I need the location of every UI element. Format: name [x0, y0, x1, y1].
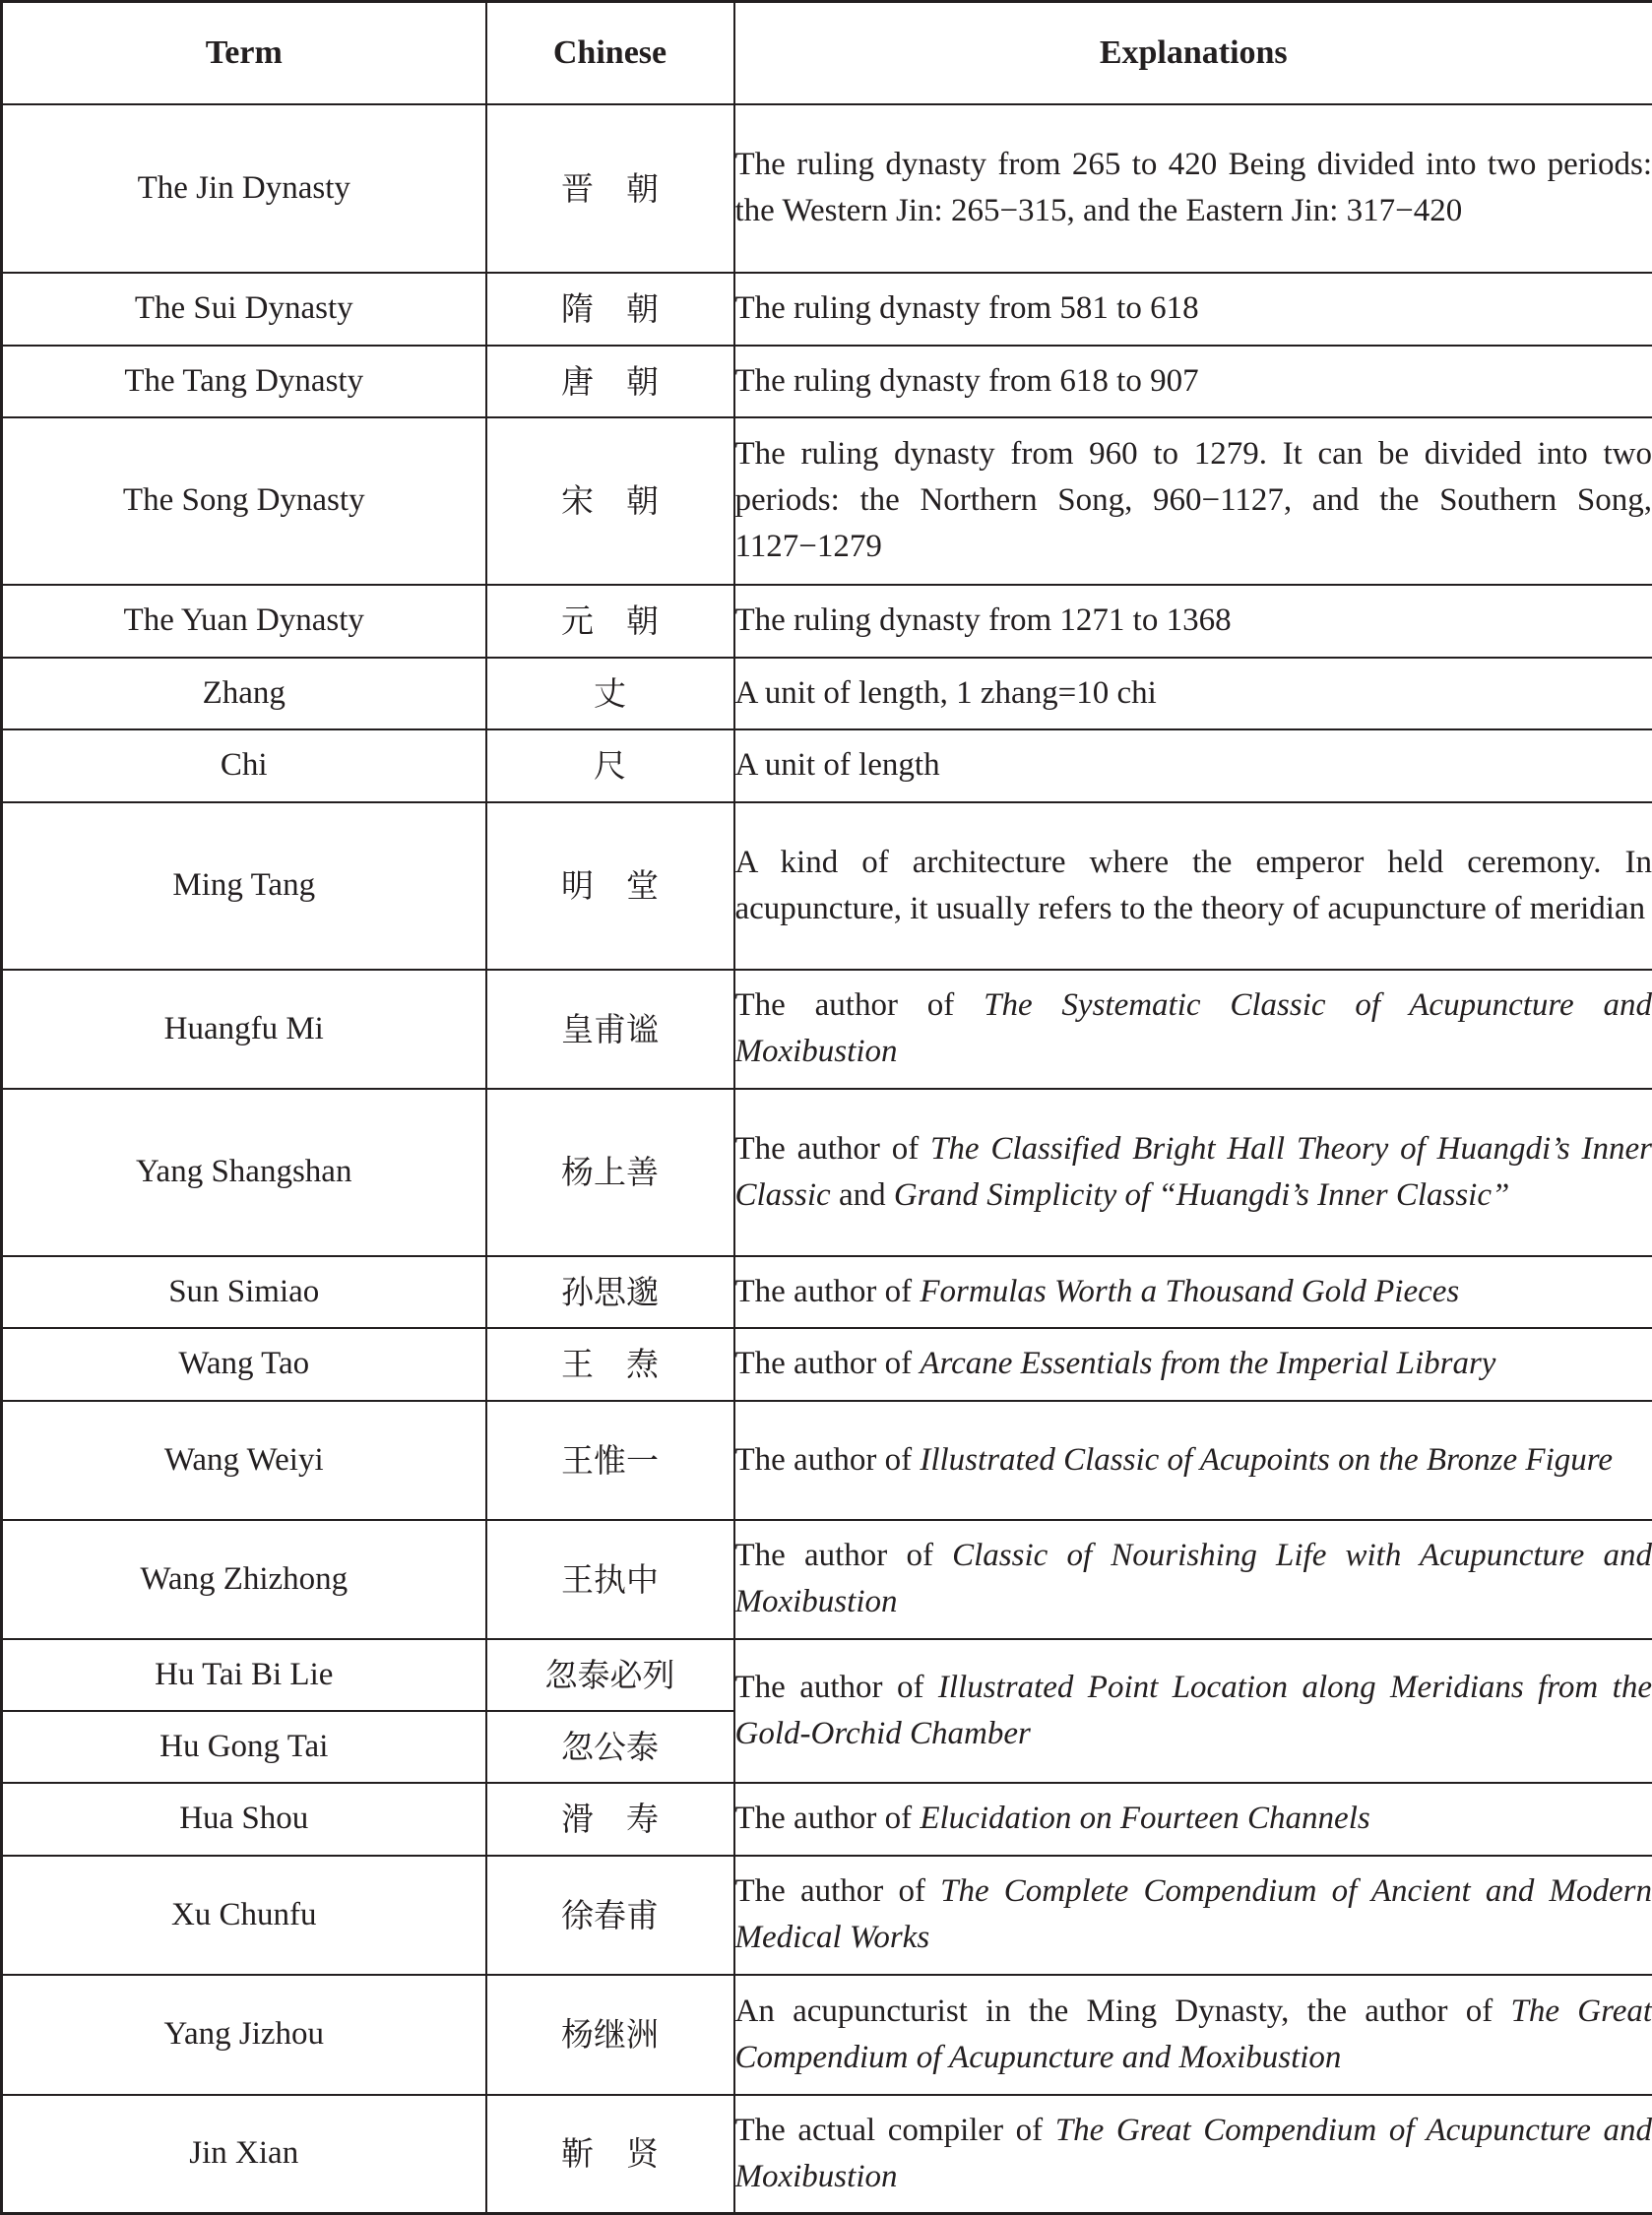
explanation-text: The author of — [735, 1442, 921, 1478]
explanation-cell — [734, 2095, 1652, 2214]
book-title: The Classified Bright Hall Theory of Huangdi’s Inner Classic — [735, 1131, 1652, 1213]
explanation-text: The author of — [735, 1801, 921, 1836]
term-cell: The Jin Dynasty — [2, 104, 486, 273]
book-title: Classic of Nourishing Life with Acupuncture and Moxibustion — [735, 1538, 1652, 1619]
table-row — [2, 273, 1652, 346]
table-row — [2, 729, 1652, 802]
table-row — [2, 1328, 1652, 1401]
explanation-text: A unit of length — [735, 747, 940, 783]
explanation-cell — [734, 585, 1652, 658]
explanation-cell — [734, 346, 1652, 417]
table-row — [2, 417, 1652, 585]
table-row — [2, 802, 1652, 970]
explanation-text: The ruling dynasty from 581 to 618 — [735, 290, 1199, 326]
explanation-text: The author of — [735, 1131, 931, 1167]
chinese-cell: 王惟一 — [486, 1401, 734, 1520]
explanation-text: The author of — [735, 1538, 953, 1573]
chinese-cell: 晋 朝 — [486, 104, 734, 273]
table-row — [2, 1256, 1652, 1328]
book-title: Formulas Worth a Thousand Gold Pieces — [920, 1274, 1459, 1309]
term-cell: Zhang — [2, 658, 486, 729]
explanation-cell — [734, 417, 1652, 585]
table-row — [2, 346, 1652, 417]
explanation-cell — [734, 1089, 1652, 1256]
term-cell: Huangfu Mi — [2, 970, 486, 1089]
explanation-cell — [734, 1256, 1652, 1328]
explanation-text: The ruling dynasty from 1271 to 1368 — [735, 602, 1232, 638]
book-title: Illustrated Point Location along Meridians from the Gold-Orchid Chamber — [735, 1670, 1652, 1751]
term-cell: Sun Simiao — [2, 1256, 486, 1328]
explanation-cell — [734, 104, 1652, 273]
term-cell: Wang Weiyi — [2, 1401, 486, 1520]
explanation-text: The author of — [735, 987, 985, 1023]
table-row — [2, 1856, 1652, 1975]
chinese-cell: 尺 — [486, 729, 734, 802]
term-cell: The Tang Dynasty — [2, 346, 486, 417]
table-row — [2, 1783, 1652, 1856]
explanation-cell — [734, 729, 1652, 802]
chinese-cell: 丈 — [486, 658, 734, 729]
explanation-text: The ruling dynasty from 618 to 907 — [735, 363, 1199, 399]
table-row — [2, 1089, 1652, 1256]
term-cell: Yang Jizhou — [2, 1975, 486, 2095]
explanation-cell — [734, 970, 1652, 1089]
chinese-cell: 宋 朝 — [486, 417, 734, 585]
term-cell: Jin Xian — [2, 2095, 486, 2214]
header-term: Term — [2, 2, 486, 104]
table-row — [2, 970, 1652, 1089]
explanation-text: The author of — [735, 1346, 921, 1381]
chinese-cell: 王 焘 — [486, 1328, 734, 1401]
explanation-cell — [734, 1975, 1652, 2095]
term-cell: Yang Shangshan — [2, 1089, 486, 1256]
explanation-cell — [734, 1856, 1652, 1975]
table-row — [2, 1639, 1652, 1711]
term-cell: The Song Dynasty — [2, 417, 486, 585]
chinese-cell: 滑 寿 — [486, 1783, 734, 1856]
table-row — [2, 1975, 1652, 2095]
explanation-cell — [734, 1328, 1652, 1401]
table-row — [2, 2095, 1652, 2214]
chinese-cell: 杨上善 — [486, 1089, 734, 1256]
explanation-cell — [734, 1520, 1652, 1639]
explanation-cell — [734, 273, 1652, 346]
explanation-text: An acupuncturist in the Ming Dynasty, the author of — [735, 1994, 1511, 2029]
explanation-cell — [734, 802, 1652, 970]
chinese-cell: 明 堂 — [486, 802, 734, 970]
header-chinese: Chinese — [486, 2, 734, 104]
book-title: The Complete Compendium of Ancient and Modern Medical Works — [735, 1873, 1652, 1955]
term-cell: Hu Gong Tai — [2, 1711, 486, 1783]
explanation-cell — [734, 1783, 1652, 1856]
explanation-text: The ruling dynasty from 960 to 1279. It can be divided into two periods: the Northern Song, 960−1127, and the Southern Song, 1127−1279 — [735, 436, 1652, 564]
chinese-cell: 杨继洲 — [486, 1975, 734, 2095]
chinese-cell: 孙思邈 — [486, 1256, 734, 1328]
chinese-cell: 忽泰必列 — [486, 1639, 734, 1711]
explanation-text: The ruling dynasty from 265 to 420 Being divided into two periods: the Western Jin: 265−315, and the Eastern Jin: 317−420 — [735, 147, 1652, 228]
term-cell: Wang Zhizhong — [2, 1520, 486, 1639]
book-title: The Systematic Classic of Acupuncture and Moxibustion — [735, 987, 1652, 1069]
table-row — [2, 104, 1652, 273]
explanation-text: The author of — [735, 1670, 938, 1705]
term-cell: Wang Tao — [2, 1328, 486, 1401]
explanation-text: The author of — [735, 1274, 921, 1309]
explanation-cell — [734, 1639, 1652, 1783]
book-title: Grand Simplicity of “Huangdi’s Inner Classic” — [894, 1177, 1510, 1213]
chinese-cell: 唐 朝 — [486, 346, 734, 417]
term-cell: The Yuan Dynasty — [2, 585, 486, 658]
header-explanations: Explanations — [734, 2, 1652, 104]
term-cell: Ming Tang — [2, 802, 486, 970]
book-title: The Great Compendium of Acupuncture and Moxibustion — [735, 1994, 1652, 2075]
table-row — [2, 1401, 1652, 1520]
chinese-cell: 徐春甫 — [486, 1856, 734, 1975]
book-title: Elucidation on Fourteen Channels — [920, 1801, 1369, 1836]
explanation-text: A kind of architecture where the emperor held ceremony. In acupuncture, it usually refers to the theory of acupuncture of meridian — [735, 845, 1652, 926]
header-row — [2, 2, 1652, 104]
explanation-cell — [734, 658, 1652, 729]
explanation-text: The author of — [735, 1873, 941, 1909]
explanation-text: and — [831, 1177, 894, 1213]
explanation-text: The actual compiler of — [735, 2113, 1055, 2148]
explanation-text: A unit of length, 1 zhang=10 chi — [735, 675, 1157, 711]
chinese-cell: 忽公泰 — [486, 1711, 734, 1783]
term-cell: Xu Chunfu — [2, 1856, 486, 1975]
chinese-cell: 王执中 — [486, 1520, 734, 1639]
table-row — [2, 658, 1652, 729]
book-title: Arcane Essentials from the Imperial Library — [920, 1346, 1495, 1381]
chinese-cell: 靳 贤 — [486, 2095, 734, 2214]
book-title: Illustrated Classic of Acupoints on the Bronze Figure — [920, 1442, 1613, 1478]
term-cell: Hu Tai Bi Lie — [2, 1639, 486, 1711]
table-row — [2, 1520, 1652, 1639]
term-cell: The Sui Dynasty — [2, 273, 486, 346]
explanation-cell — [734, 1401, 1652, 1520]
term-cell: Hua Shou — [2, 1783, 486, 1856]
book-title: The Great Compendium of Acupuncture and Moxibustion — [735, 2113, 1652, 2194]
chinese-cell: 元 朝 — [486, 585, 734, 658]
table-row — [2, 585, 1652, 658]
chinese-cell: 皇甫谧 — [486, 970, 734, 1089]
chinese-cell: 隋 朝 — [486, 273, 734, 346]
term-cell: Chi — [2, 729, 486, 802]
